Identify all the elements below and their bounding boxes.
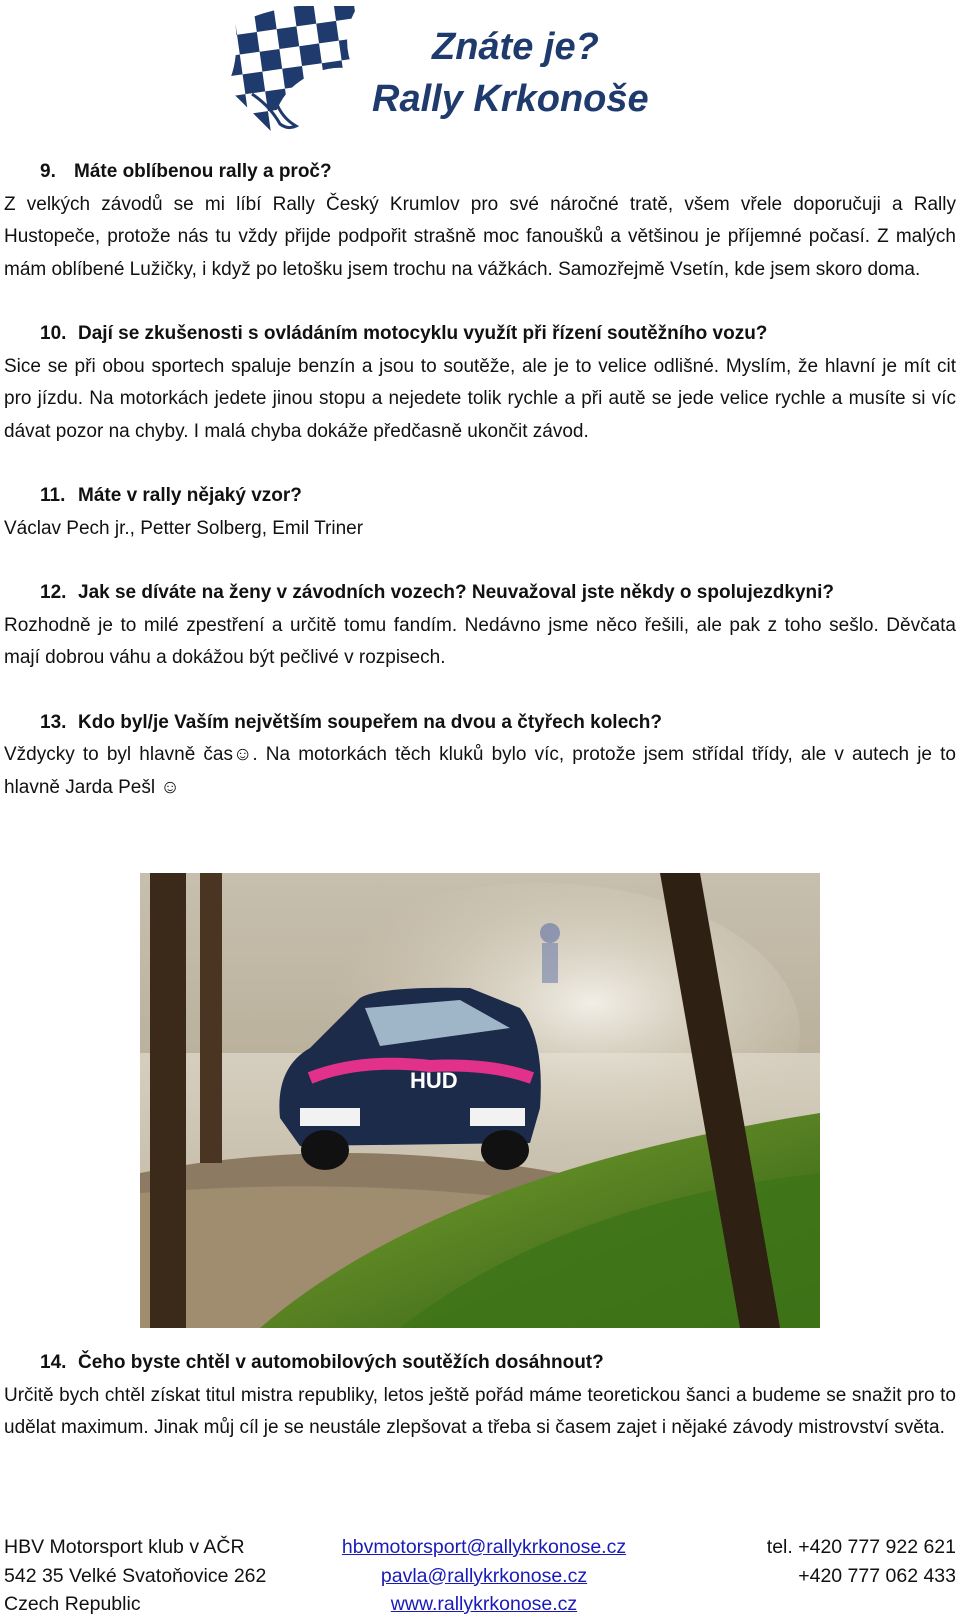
- question-13: 13. Kdo byl/je Vaším největším soupeřem na dvou a čtyřech kolech?: [40, 711, 662, 733]
- rally-car-illustration: [140, 873, 820, 1328]
- logo-line-2: Rally Krkonoše: [372, 78, 649, 120]
- logo: [222, 6, 682, 134]
- answer-9: Z velkých závodů se mi líbí Rally Český Krumlov pro své náročné tratě, všem vřele doporučuji a Rally Hustopeče, protože nás tu vždy přijde podpořit strašně moc fanoušků a většinou je příjemné počasí. Z malých mám oblíbené Lužičky, i když po letošku jsem trochu na vážkách. Samozřejmě Vsetín, kde jsem skoro doma.: [4, 193, 956, 280]
- question-9: 9. Máte oblíbenou rally a proč?: [40, 161, 332, 182]
- answer-11: Václav Pech jr., Petter Solberg, Emil Triner: [4, 517, 364, 539]
- footer-phone-1: tel. +420 777 922 621: [766, 1536, 956, 1558]
- answer-12: Rozhodně je to milé zpestření a určitě tomu fandím. Nedávno jsme něco řešili, ale pak z toho sešlo. Děvčata mají dobrou váhu a dokážou být pečlivé v rozpisech.: [4, 614, 956, 668]
- question-11: 11. Máte v rally nějaký vzor?: [40, 485, 302, 506]
- footer-org: HBV Motorsport klub v AČR: [4, 1536, 245, 1558]
- footer-links: [324, 1533, 644, 1619]
- footer-phone-2: +420 777 062 433: [798, 1564, 956, 1587]
- logo-line-1: Znáte je?: [432, 26, 599, 68]
- question-14: 14. Čeho byste chtěl v automobilových soutěžích dosáhnout?: [40, 1352, 604, 1373]
- footer-web-link[interactable]: www.rallykrkonose.cz: [390, 1593, 578, 1615]
- interview-content-2: [4, 1347, 956, 1445]
- footer-country: Czech Republic: [4, 1593, 141, 1615]
- footer-email-link-2[interactable]: pavla@rallykrkonose.cz: [380, 1564, 588, 1587]
- answer-13: Vždycky to byl hlavně čas☺. Na motorkách těch kluků bylo víc, protože jsem střídal třídy, ale v autech je to hlavně Jarda Pešl ☺: [4, 744, 956, 798]
- rally-car-photo: [140, 873, 820, 1328]
- answer-14: Určitě bych chtěl získat titul mistra republiky, letos ještě pořád máme teoretickou šanci a budeme se snažit pro to udělat maximum. Jinak můj cíl je se neustále zlepšovat a třeba si časem zajet i nějaké závody mistrovství světa.: [4, 1384, 956, 1438]
- answer-10: Sice se při obou sportech spaluje benzín a jsou to soutěže, ale je to velice odlišné. Myslím, že hlavní je mít cit pro jízdu. Na motorkách jedete jinou stopu a nejedete tolik rychle a při autě se jede velice rychle a musíte si víc dávat pozor na chyby. I malá chyba dokáže předčasně ukončit závod.: [4, 355, 956, 442]
- footer-street: 542 35 Velké Svatoňovice 262: [4, 1564, 267, 1587]
- question-10: 10. Dají se zkušenosti s ovládáním motocyklu využít při řízení soutěžního vozu?: [40, 323, 768, 344]
- checkered-flag-icon: [222, 6, 382, 134]
- footer-address: [4, 1533, 304, 1619]
- interview-content: [4, 156, 956, 804]
- question-12: 12. Jak se díváte na ženy v závodních vozech? Neuvažoval jste někdy o spolujezdkyni?: [40, 582, 835, 603]
- car-decal-text: HUD: [410, 1068, 458, 1093]
- footer-email-link-1[interactable]: hbvmotorsport@rallykrkonose.cz: [341, 1536, 627, 1558]
- footer-phones: [696, 1533, 956, 1590]
